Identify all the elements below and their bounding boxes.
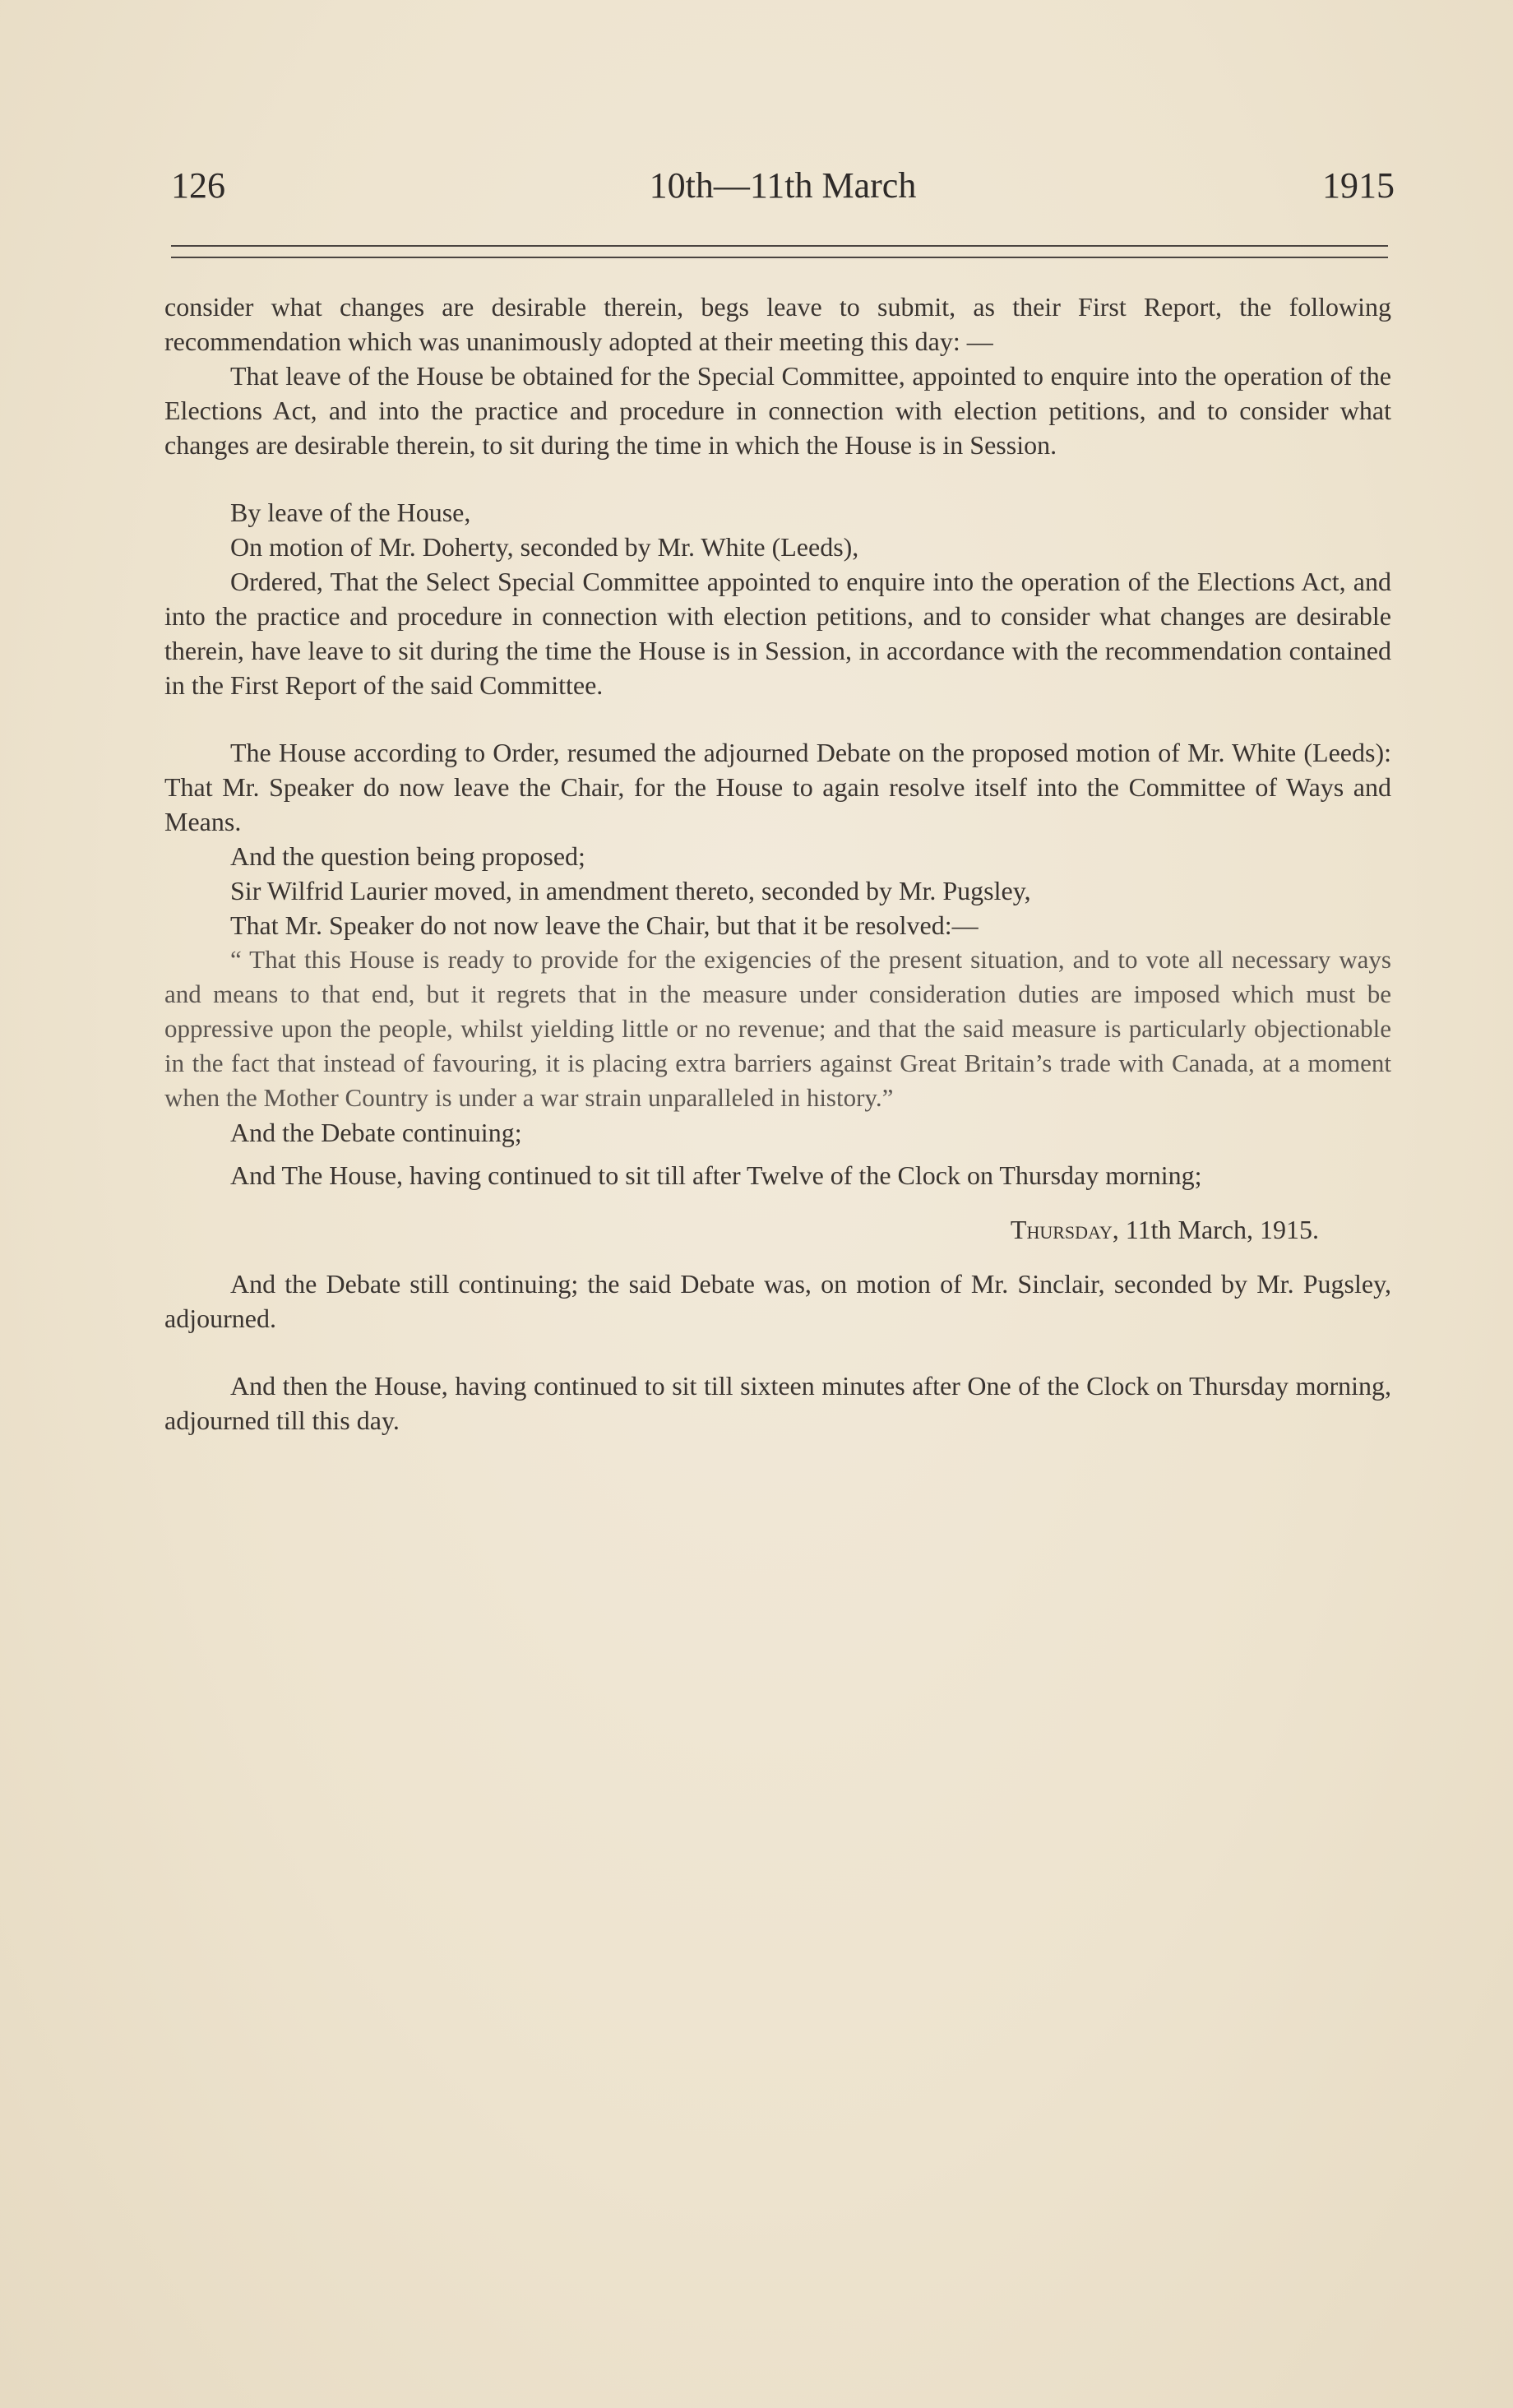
page-body bbox=[164, 289, 1391, 1438]
header-date-range: 10th—11th March bbox=[649, 165, 917, 206]
paragraph-house-adjourned: And then the House, having continued to sit till sixteen minutes after One of the Clock on Thursday morning, adjourned till this day. bbox=[164, 1371, 1391, 1435]
page-header bbox=[171, 164, 1395, 214]
paragraph-ordered: Ordered, That the Select Special Committee appointed to enquire into the operation of the Elections Act, and into the practice and procedure in connection with election petitions, and to consider what changes are desirable therein, have leave to sit during the time the House is in Session, in accordance with the recommendation contained in the First Report of the said Committee. bbox=[164, 567, 1391, 700]
paragraph-debate-adjourned: And the Debate still continuing; the said Debate was, on motion of Mr. Sinclair, seconded by Mr. Pugsley, adjourned. bbox=[164, 1269, 1391, 1333]
dateline bbox=[164, 1212, 1391, 1247]
paragraph-resumed-debate: The House according to Order, resumed the adjourned Debate on the proposed motion of Mr. White (Leeds): That Mr. Speaker do now leave the Chair, for the House to again resolve itself into the Committee of Ways and Means. bbox=[164, 738, 1391, 836]
dateline-day: Thursday, bbox=[1010, 1215, 1119, 1244]
page-number: 126 bbox=[171, 165, 225, 206]
dateline-date: 11th March, 1915. bbox=[1118, 1215, 1319, 1244]
paragraph-recommendation: That leave of the House be obtained for the Special Committee, appointed to enquire into the operation of the Elections Act, and into the practice and procedure in connection with election petitions, and to consider what changes are desirable therein, to sit during the time in which the House is in Session. bbox=[164, 361, 1391, 460]
paragraph-question-proposed: And the question being proposed; bbox=[230, 841, 585, 871]
paragraph-motion: On motion of Mr. Doherty, seconded by Mr. White (Leeds), bbox=[230, 532, 859, 562]
paragraph-resolved: That Mr. Speaker do not now leave the Chair, but that it be resolved:— bbox=[230, 910, 979, 940]
header-rule-top bbox=[171, 245, 1388, 247]
paragraph-debate-continuing: And the Debate continuing; bbox=[230, 1118, 522, 1147]
header-year: 1915 bbox=[1322, 165, 1395, 206]
paragraph-amendment-quote: “ That this House is ready to provide for the exigencies of the present situation, and to vote all necessary ways and means to that end, but it regrets that in the measure under consideration duties are imposed which must be oppressive upon the people, whilst yielding little or no revenue; and that the said measure is particularly objectionable in the fact that instead of favouring, it is placing extra barriers against Great Britain’s trade with Canada, at a moment when the Mother Country is under a war strain unparalleled in history.” bbox=[164, 945, 1391, 1112]
paragraph-amendment: Sir Wilfrid Laurier moved, in amendment thereto, seconded by Mr. Pugsley, bbox=[230, 876, 1031, 905]
paragraph-past-twelve: And The House, having continued to sit till after Twelve of the Clock on Thursday morning; bbox=[230, 1160, 1202, 1190]
paragraph-report-continuation: consider what changes are desirable therein, begs leave to submit, as their First Report, the following recommendation which was unanimously adopted at their meeting this day: — bbox=[164, 292, 1391, 356]
paragraph-by-leave: By leave of the House, bbox=[230, 498, 471, 527]
header-rule-bottom bbox=[171, 257, 1388, 258]
